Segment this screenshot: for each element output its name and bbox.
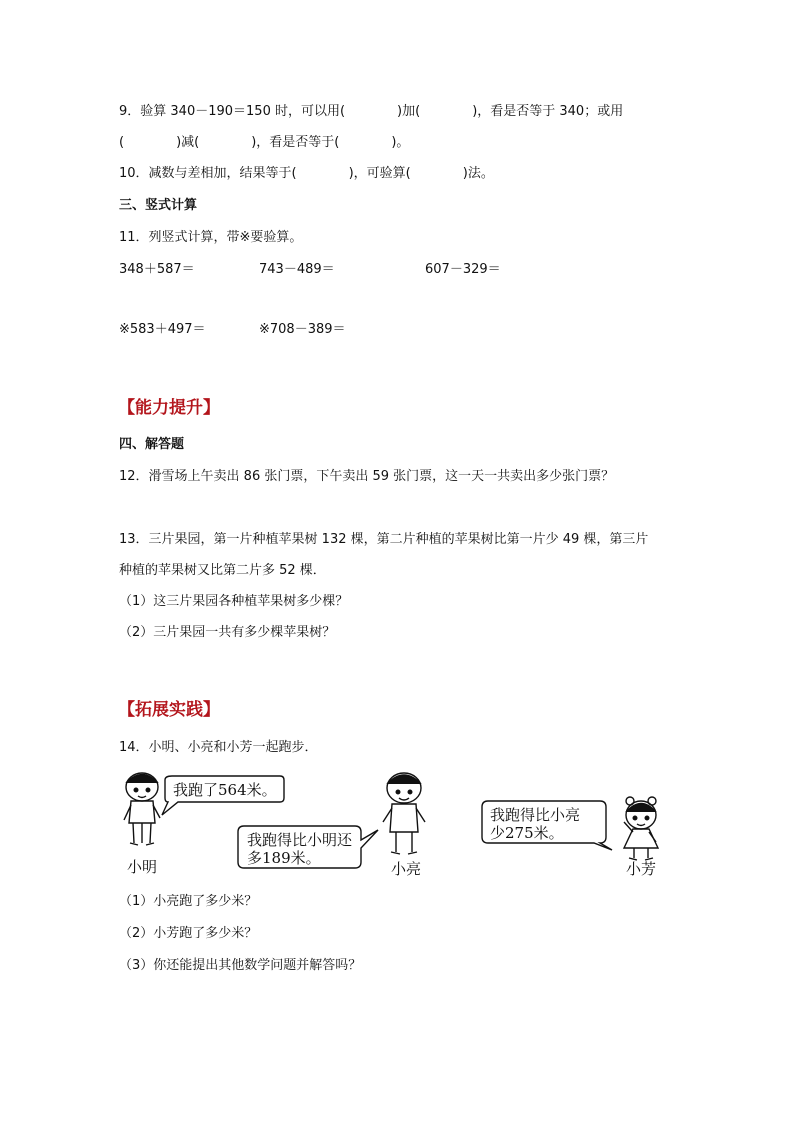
q12-text: 12．滑雪场上午卖出 86 张门票，下午卖出 59 张门票，这一天一共卖出多少张门票？ [119,469,615,484]
q13-line2: 种植的苹果树又比第二片多 52 棵． [119,563,326,578]
xiaofang-speech-text-line2: 少275米。 [490,824,564,842]
section-3-heading: 三、竖式计算 [119,198,198,213]
q13-sub2: （2）三片果园一共有多少棵苹果树？ [119,625,336,640]
q13-line1: 13．三片果园，第一片种植苹果树 132 棵，第二片种植的苹果树比第一片少 49 棵，第三片 [119,532,649,547]
xiaoliang-figure [383,773,425,854]
q9-line1: 9．验算 340－190＝150 时，可以用( )加( )，看是否等于 340；或用 [119,104,624,119]
xiaofang-figure [624,797,658,860]
xiaoliang-speech-text-line2: 多189米。 [247,849,321,867]
section-4-heading: 四、解答题 [119,437,185,452]
q13-sub1: （1）这三片果园各种植苹果树多少棵？ [119,594,349,609]
xiaofang-name: 小芳 [626,860,657,878]
xiaoliang-name: 小亮 [391,860,422,878]
q14-sub3: （3）你还能提出其他数学问题并解答吗？ [119,958,362,973]
q14-sub1: （1）小亮跑了多少米？ [119,894,258,909]
calc-expr: 348＋587＝ [119,262,195,277]
q11-prompt: 11．列竖式计算，带※要验算。 [119,230,303,245]
calc-expr-verify: ※583＋497＝ [119,322,206,337]
ability-heading: 【能力提升】 [118,398,220,418]
extension-heading: 【拓展实践】 [118,700,220,720]
q9-line2: ( )减( )，看是否等于( )。 [119,135,410,150]
xiaoliang-speech-text-line1: 我跑得比小明还 [247,831,353,849]
calc-expr: 607－329＝ [425,262,501,277]
xiaoming-speech-text: 我跑了564米。 [173,781,277,799]
calc-expr-verify: ※708－389＝ [259,322,346,337]
q10-text: 10．减数与差相加，结果等于( )，可验算( )法。 [119,166,494,181]
q14-sub2: （2）小芳跑了多少米？ [119,926,258,941]
q14-prompt: 14．小明、小亮和小芳一起跑步． [119,740,318,755]
xiaofang-speech-text-line1: 我跑得比小亮 [490,806,581,824]
xiaoming-figure [124,773,160,845]
xiaoming-name: 小明 [127,858,158,876]
calc-expr: 743－489＝ [259,262,335,277]
